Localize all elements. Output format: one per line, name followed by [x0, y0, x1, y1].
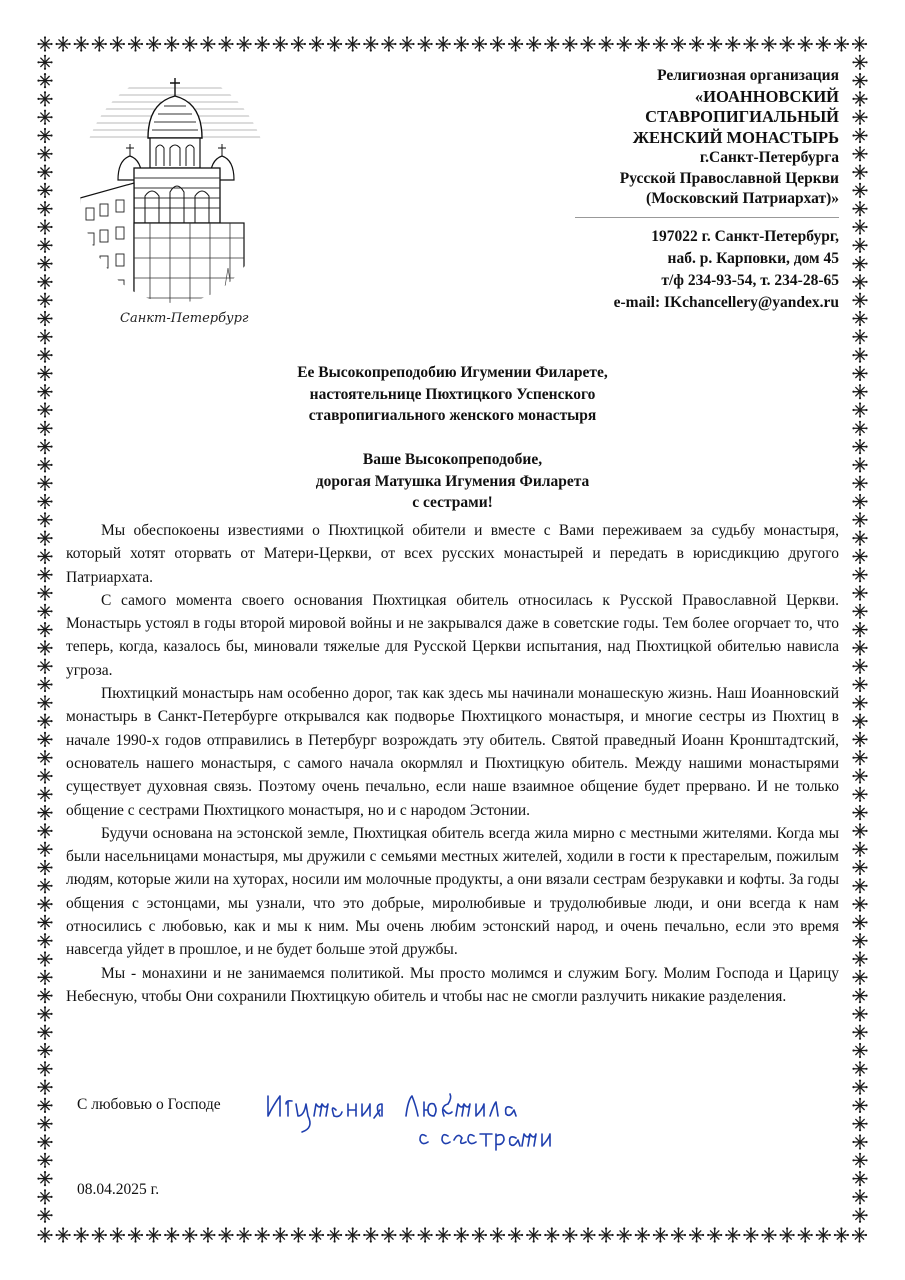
snowflake-ornament: [37, 640, 52, 655]
snowflake-ornament: [816, 1227, 831, 1242]
snowflake-ornament: [508, 36, 523, 51]
snowflake-ornament: [580, 1227, 595, 1242]
snowflake-ornament: [37, 714, 52, 729]
snowflake-ornament: [327, 1227, 342, 1242]
snowflake-ornament: [128, 1227, 143, 1242]
snowflake-ornament: [363, 36, 378, 51]
snowflake-ornament: [37, 1153, 52, 1168]
snowflake-ornament: [37, 1061, 52, 1076]
snowflake-ornament: [852, 329, 867, 344]
snowflake-ornament: [852, 1025, 867, 1040]
snowflake-ornament: [454, 1227, 469, 1242]
snowflake-ornament: [37, 110, 52, 125]
snowflake-ornament: [798, 36, 813, 51]
snowflake-ornament: [37, 567, 52, 582]
snowflake-ornament: [725, 1227, 740, 1242]
snowflake-ornament: [37, 238, 52, 253]
snowflake-ornament: [852, 659, 867, 674]
snowflake-ornament: [381, 1227, 396, 1242]
snowflake-ornament: [164, 36, 179, 51]
snowflake-ornament: [37, 604, 52, 619]
snowflake-ornament: [37, 1227, 52, 1242]
snowflake-ornament: [689, 1227, 704, 1242]
snowflake-ornament: [490, 36, 505, 51]
snowflake-ornament: [852, 750, 867, 765]
snowflake-ornament: [37, 823, 52, 838]
snowflake-ornament: [218, 36, 233, 51]
letter-date: 08.04.2025 г.: [77, 1181, 160, 1198]
snowflake-ornament: [37, 1208, 52, 1223]
snowflake-ornament: [37, 787, 52, 802]
snowflake-ornament: [653, 1227, 668, 1242]
snowflake-ornament: [381, 36, 396, 51]
snowflake-ornament: [852, 421, 867, 436]
snowflake-ornament: [852, 842, 867, 857]
snowflake-ornament: [852, 402, 867, 417]
snowflake-ornament: [852, 1061, 867, 1076]
snowflake-ornament: [309, 1227, 324, 1242]
snowflake-ornament: [37, 585, 52, 600]
snowflake-ornament: [37, 421, 52, 436]
snowflake-ornament: [852, 110, 867, 125]
snowflake-ornament: [37, 494, 52, 509]
snowflake-ornament: [37, 1080, 52, 1095]
snowflake-ornament: [37, 311, 52, 326]
snowflake-ornament: [110, 36, 125, 51]
snowflake-ornament: [599, 36, 614, 51]
snowflake-ornament: [852, 457, 867, 472]
snowflake-ornament: [37, 970, 52, 985]
snowflake-ornament: [237, 1227, 252, 1242]
snowflake-ornament: [37, 256, 52, 271]
snowflake-ornament: [37, 915, 52, 930]
snowflake-ornament: [617, 36, 632, 51]
greeting-line: с сестрами!: [412, 494, 493, 511]
snowflake-ornament: [37, 750, 52, 765]
snowflake-ornament: [237, 36, 252, 51]
monastery-seal-illustration: [70, 68, 280, 336]
snowflake-ornament: [37, 695, 52, 710]
snowflake-ornament: [74, 1227, 89, 1242]
snowflake-ornament: [255, 36, 270, 51]
snowflake-ornament: [852, 1208, 867, 1223]
snowflake-ornament: [37, 274, 52, 289]
snowflake-ornament: [852, 878, 867, 893]
snowflake-ornament: [37, 1116, 52, 1131]
snowflake-ornament: [418, 36, 433, 51]
org-line: ЖЕНСКИЙ МОНАСТЫРЬ: [632, 127, 839, 147]
snowflake-ornament: [218, 1227, 233, 1242]
snowflake-ornament: [852, 348, 867, 363]
snowflake-ornament: [852, 897, 867, 912]
snowflake-ornament: [852, 970, 867, 985]
snowflake-ornament: [852, 1153, 867, 1168]
snowflake-ornament: [291, 36, 306, 51]
snowflake-ornament: [399, 36, 414, 51]
snowflake-ornament: [146, 36, 161, 51]
snowflake-ornament: [852, 366, 867, 381]
snowflake-ornament: [472, 1227, 487, 1242]
snowflake-ornament: [37, 293, 52, 308]
handwritten-signature: [262, 1090, 562, 1152]
snowflake-ornament: [508, 1227, 523, 1242]
snowflake-ornament: [852, 640, 867, 655]
snowflake-ornament: [852, 384, 867, 399]
snowflake-ornament: [689, 36, 704, 51]
body-paragraph: Будучи основана на эстонской земле, Пюхтицкая обитель всегда жила мирно с местными жителями. Когда мы были насельницами монастыря, мы дружили с семьями местных жителей, ходили в гости к престарелым, пожилым людям, которые жили на хуторах, носили им молочные продукты, а они вязали сестрам безрукавки и кофты. За годы общения с эстонцами, мы узнали, что это добрые, миролюбивые и трудолюбивые люди, и они всегда к нам относились с любовью, как и мы к ним. Мы очень любим эстонский народ, и очень печально, если это время навсегда уйдет в прошлое, и не будет больше этой дружбы.: [66, 824, 839, 959]
snowflake-ornament: [92, 1227, 107, 1242]
snowflake-ornament: [472, 36, 487, 51]
snowflake-ornament: [852, 165, 867, 180]
snowflake-ornament: [273, 36, 288, 51]
snowflake-ornament: [37, 512, 52, 527]
snowflake-ornament: [852, 531, 867, 546]
snowflake-ornament: [74, 36, 89, 51]
snowflake-ornament: [37, 1189, 52, 1204]
snowflake-ornament: [816, 36, 831, 51]
snowflake-ornament: [454, 36, 469, 51]
snowflake-ornament: [852, 256, 867, 271]
snowflake-ornament: [37, 842, 52, 857]
snowflake-ornament: [110, 1227, 125, 1242]
snowflake-ornament: [580, 36, 595, 51]
snowflake-ornament: [37, 165, 52, 180]
snowflake-ornament: [56, 1227, 71, 1242]
snowflake-ornament: [635, 36, 650, 51]
body-paragraph: Мы обеспокоены известиями о Пюхтицкой обители и вместе с Вами переживаем за судьбу монастыря, который хотят оторвать от Матери-Церкви, от всех русских монастырей и передать в юрисдикцию другого Патриархата.: [66, 522, 839, 586]
letter-body: [66, 519, 839, 1008]
snowflake-ornament: [345, 1227, 360, 1242]
snowflake-ornament: [852, 768, 867, 783]
snowflake-ornament: [852, 201, 867, 216]
snowflake-ornament: [707, 1227, 722, 1242]
greeting-line: Ваше Высокопреподобие,: [362, 451, 543, 468]
snowflake-ornament: [852, 1043, 867, 1058]
snowflake-ornament: [852, 988, 867, 1003]
snowflake-ornament: [707, 36, 722, 51]
snowflake-ornament: [599, 1227, 614, 1242]
snowflake-ornament: [852, 311, 867, 326]
snowflake-ornament: [852, 1006, 867, 1021]
snowflake-ornament: [852, 274, 867, 289]
snowflake-ornament: [309, 36, 324, 51]
address-line: 197022 г. Санкт-Петербург,: [651, 228, 839, 245]
snowflake-ornament: [780, 36, 795, 51]
snowflake-ornament: [200, 1227, 215, 1242]
snowflake-ornament: [37, 860, 52, 875]
snowflake-ornament: [852, 915, 867, 930]
snowflake-ornament: [635, 1227, 650, 1242]
organization-header: [419, 66, 839, 210]
snowflake-ornament: [37, 366, 52, 381]
snowflake-ornament: [653, 36, 668, 51]
snowflake-ornament: [37, 1134, 52, 1149]
body-paragraph: Пюхтицкий монастырь нам особенно дорог, так как здесь мы начинали монашескую жизнь. Наш Иоанновский монастырь в Санкт-Петербурге открывался как подворье Пюхтицкого монастыря, и многие сестры из Пюхтиц в начале 1990-х годов отправились в Петербург возрождать эту обитель. Святой праведный Иоанн Кронштадтский, основатель нашего монастыря, с самого начала окормлял и Пюхтицкую обитель. Между нашими монастырями существует духовная связь. Поэтому очень печально, если наше взаимное общение будет прервано. И не только общение с сестрами Пюхтицкого монастыря, но и с народом Эстонии.: [66, 685, 839, 819]
snowflake-ornament: [37, 128, 52, 143]
body-paragraph: С самого момента своего основания Пюхтицкая обитель относилась к Русской Православной Церкви. Монастырь устоял в годы второй мировой войны и не закрывался даже в советские годы. Тем более огорчает то, что теперь, когда, казалось бы, миновали тяжелые для Русской Церкви испытания, над Пюхтицкой обителью нависла угроза.: [66, 591, 839, 679]
snowflake-ornament: [182, 36, 197, 51]
snowflake-ornament: [490, 1227, 505, 1242]
snowflake-ornament: [37, 1043, 52, 1058]
snowflake-ornament: [852, 549, 867, 564]
snowflake-ornament: [37, 805, 52, 820]
org-line: (Московский Патриархат)»: [646, 190, 839, 207]
snowflake-ornament: [418, 1227, 433, 1242]
snowflake-ornament: [852, 476, 867, 491]
org-line: СТАВРОПИГИАЛЬНЫЙ: [645, 107, 839, 126]
snowflake-ornament: [671, 1227, 686, 1242]
org-line: Религиозная организация: [657, 67, 839, 84]
phone-line: т/ф 234-93-54, т. 234-28-65: [661, 272, 839, 289]
organization-address: [419, 226, 839, 314]
greeting-line: дорогая Матушка Игумения Филарета: [315, 472, 590, 490]
snowflake-ornament: [852, 1098, 867, 1113]
snowflake-ornament: [852, 695, 867, 710]
snowflake-ornament: [37, 329, 52, 344]
snowflake-ornament: [852, 805, 867, 820]
snowflake-ornament: [37, 476, 52, 491]
snowflake-ornament: [852, 91, 867, 106]
snowflake-ornament: [852, 293, 867, 308]
snowflake-ornament: [37, 878, 52, 893]
snowflake-ornament: [291, 1227, 306, 1242]
snowflake-ornament: [37, 73, 52, 88]
greeting-block: [66, 449, 839, 514]
snowflake-ornament: [834, 36, 849, 51]
snowflake-ornament: [37, 36, 52, 51]
snowflake-ornament: [345, 36, 360, 51]
recipient-line: ставропигиального женского монастыря: [308, 407, 597, 424]
snowflake-ornament: [725, 36, 740, 51]
snowflake-ornament: [562, 36, 577, 51]
snowflake-ornament: [834, 1227, 849, 1242]
snowflake-ornament: [436, 1227, 451, 1242]
snowflake-ornament: [798, 1227, 813, 1242]
snowflake-ornament: [544, 36, 559, 51]
snowflake-ornament: [56, 36, 71, 51]
snowflake-ornament: [743, 36, 758, 51]
snowflake-ornament: [399, 1227, 414, 1242]
snowflake-ornament: [37, 951, 52, 966]
snowflake-ornament: [273, 1227, 288, 1242]
snowflake-ornament: [852, 1171, 867, 1186]
snowflake-ornament: [852, 512, 867, 527]
snowflake-ornament: [852, 146, 867, 161]
snowflake-ornament: [37, 384, 52, 399]
snowflake-ornament: [617, 1227, 632, 1242]
snowflake-ornament: [526, 1227, 541, 1242]
org-line: «ИОАННОВСКИЙ: [694, 86, 839, 106]
snowflake-ornament: [37, 549, 52, 564]
snowflake-ornament: [37, 933, 52, 948]
snowflake-ornament: [255, 1227, 270, 1242]
snowflake-ornament: [743, 1227, 758, 1242]
snowflake-ornament: [526, 36, 541, 51]
snowflake-ornament: [128, 36, 143, 51]
snowflake-ornament: [37, 897, 52, 912]
snowflake-ornament: [146, 1227, 161, 1242]
seal-caption: Санкт-Петербург: [120, 311, 249, 326]
snowflake-ornament: [852, 1116, 867, 1131]
snowflake-ornament: [852, 567, 867, 582]
snowflake-ornament: [852, 732, 867, 747]
recipient-line: Ее Высокопреподобию Игумении Филарете,: [297, 364, 608, 381]
snowflake-ornament: [37, 55, 52, 70]
snowflake-ornament: [852, 787, 867, 802]
snowflake-ornament: [852, 128, 867, 143]
snowflake-ornament: [852, 951, 867, 966]
snowflake-ornament: [852, 604, 867, 619]
recipient-block: [66, 362, 839, 427]
snowflake-ornament: [852, 933, 867, 948]
org-line: г.Санкт-Петербурга: [699, 149, 839, 166]
snowflake-ornament: [37, 677, 52, 692]
snowflake-ornament: [852, 183, 867, 198]
snowflake-ornament: [852, 238, 867, 253]
snowflake-ornament: [852, 1227, 867, 1242]
snowflake-ornament: [37, 348, 52, 363]
snowflake-ornament: [852, 494, 867, 509]
closing-phrase: С любовью о Господе: [77, 1096, 221, 1113]
snowflake-ornament: [671, 36, 686, 51]
snowflake-ornament: [37, 622, 52, 637]
snowflake-ornament: [852, 860, 867, 875]
snowflake-ornament: [761, 1227, 776, 1242]
snowflake-ornament: [37, 402, 52, 417]
snowflake-ornament: [37, 1006, 52, 1021]
snowflake-ornament: [37, 659, 52, 674]
snowflake-ornament: [327, 36, 342, 51]
recipient-line: настоятельнице Пюхтицкого Успенского: [309, 385, 596, 403]
header-divider: [575, 217, 839, 218]
snowflake-ornament: [852, 823, 867, 838]
snowflake-ornament: [37, 768, 52, 783]
snowflake-ornament: [92, 36, 107, 51]
snowflake-ornament: [37, 531, 52, 546]
snowflake-ornament: [852, 677, 867, 692]
snowflake-ornament: [852, 73, 867, 88]
snowflake-ornament: [37, 988, 52, 1003]
snowflake-ornament: [761, 36, 776, 51]
snowflake-ornament: [37, 732, 52, 747]
snowflake-ornament: [544, 1227, 559, 1242]
snowflake-ornament: [852, 1189, 867, 1204]
snowflake-ornament: [37, 1171, 52, 1186]
snowflake-ornament: [852, 1080, 867, 1095]
snowflake-ornament: [37, 201, 52, 216]
snowflake-ornament: [37, 1098, 52, 1113]
snowflake-ornament: [852, 219, 867, 234]
snowflake-ornament: [852, 439, 867, 454]
snowflake-ornament: [37, 439, 52, 454]
snowflake-ornament: [780, 1227, 795, 1242]
email-line: e-mail: IKchancellery@yandex.ru: [613, 294, 839, 311]
snowflake-ornament: [852, 622, 867, 637]
snowflake-ornament: [37, 457, 52, 472]
snowflake-ornament: [852, 714, 867, 729]
address-line: наб. р. Карповки, дом 45: [667, 250, 839, 267]
snowflake-ornament: [852, 585, 867, 600]
snowflake-ornament: [852, 55, 867, 70]
snowflake-ornament: [182, 1227, 197, 1242]
org-line: Русской Православной Церкви: [619, 169, 839, 187]
snowflake-ornament: [562, 1227, 577, 1242]
snowflake-ornament: [37, 183, 52, 198]
snowflake-ornament: [37, 219, 52, 234]
snowflake-ornament: [37, 146, 52, 161]
snowflake-ornament: [37, 91, 52, 106]
snowflake-ornament: [200, 36, 215, 51]
snowflake-ornament: [852, 1134, 867, 1149]
snowflake-ornament: [164, 1227, 179, 1242]
body-paragraph: Мы - монахини и не занимаемся политикой. Мы просто молимся и служим Богу. Молим Господа и Царицу Небесную, чтобы Они сохранили Пюхтицкую обитель и чтобы нас не смогли разлучить никакие разделения.: [66, 964, 839, 1005]
snowflake-ornament: [852, 36, 867, 51]
snowflake-ornament: [37, 1025, 52, 1040]
snowflake-ornament: [436, 36, 451, 51]
snowflake-ornament: [363, 1227, 378, 1242]
